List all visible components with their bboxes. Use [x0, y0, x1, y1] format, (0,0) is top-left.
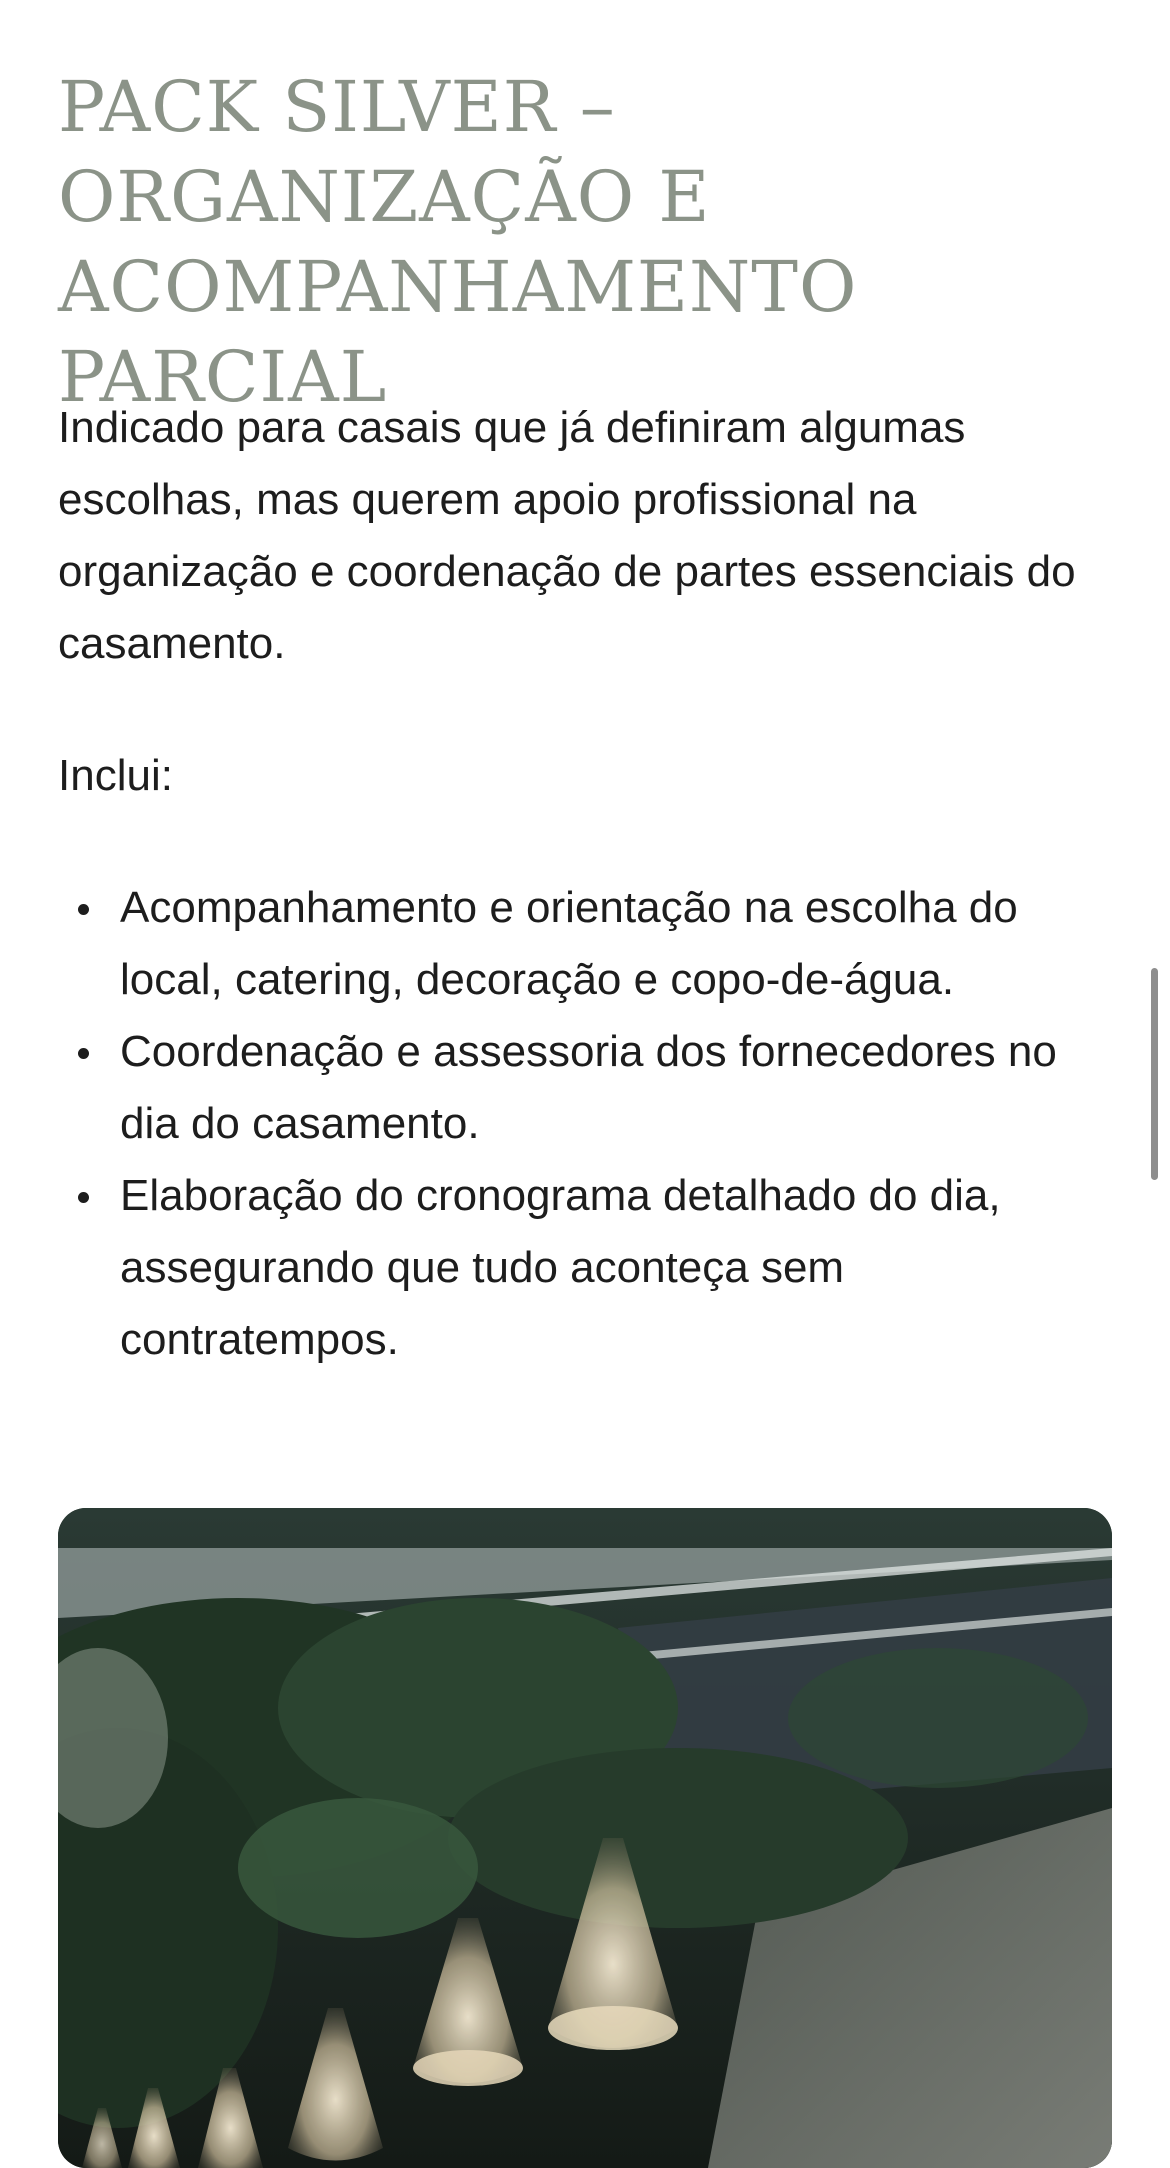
bullet-icon — [78, 1192, 89, 1203]
bullet-icon — [78, 904, 89, 915]
feature-list — [58, 872, 1118, 1376]
chandeliers-photo — [58, 1508, 1112, 2168]
feature-text: Acompanhamento e orientação na escolha do local, catering, decoração e copo-de-água. — [120, 883, 1018, 1004]
chandeliers-photo-illustration — [58, 1508, 1112, 2168]
feature-text: Coordenação e assessoria dos fornecedores no dia do casamento. — [120, 1027, 1057, 1148]
list-item — [58, 1016, 1118, 1160]
list-item — [58, 872, 1118, 1016]
feature-text: Elaboração do cronograma detalhado do dia, assegurando que tudo aconteça sem contratempos. — [120, 1171, 1001, 1364]
bullet-icon — [78, 1048, 89, 1059]
package-description: Indicado para casais que já definiram algumas escolhas, mas querem apoio profissional na organização e coordenação de partes essenciais do casamento. — [58, 403, 1076, 668]
scrollbar[interactable] — [1151, 968, 1158, 1180]
includes-label: Inclui: — [58, 751, 173, 800]
package-title: PACK SILVER – ORGANIZAÇÃO E ACOMPANHAMENTO PARCIAL — [58, 66, 858, 418]
list-item — [58, 1160, 1118, 1376]
